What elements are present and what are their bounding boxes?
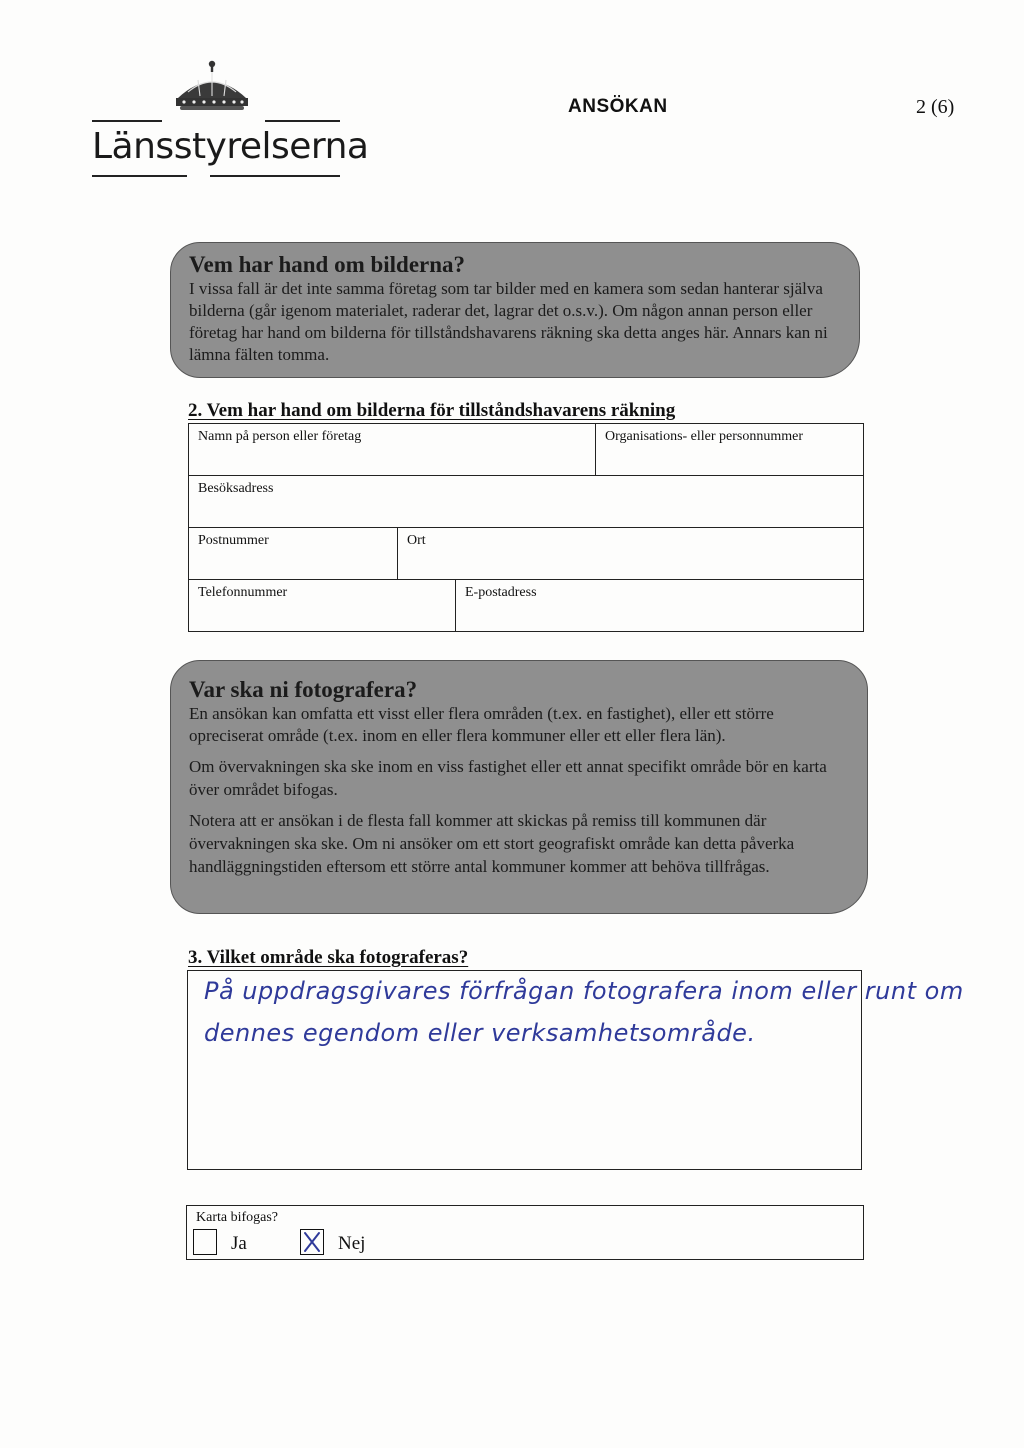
postal-code-field[interactable] (188, 527, 398, 580)
logo-rule-bottom-right (210, 175, 340, 177)
phone-field[interactable] (188, 579, 456, 632)
email-field[interactable] (455, 579, 864, 632)
handwritten-answer-line-2: dennes egendom eller verksamhetsområde. (204, 1019, 756, 1047)
city-field-label: Ort (407, 533, 426, 548)
info-box-photo-location (170, 660, 868, 914)
visiting-address-field[interactable] (188, 475, 864, 528)
org-name: Länsstyrelserna (92, 126, 369, 167)
info-box-title: Var ska ni fotografera? (189, 677, 418, 702)
phone-field-label: Telefonnummer (198, 585, 288, 600)
info-box-para-3: Notera att er ansökan i de flesta fall kommer att skickas på remiss till kommunen där övervakningen ska ske. Om ni ansöker om ett stort geografiskt område kan detta påverka handläggningstiden eftersom ett större antal kommuner kommer att behöva tillfrågas. (189, 811, 795, 876)
yes-checkbox[interactable] (193, 1229, 217, 1255)
logo-rule-top-right (265, 120, 340, 122)
logo-rule-bottom-left (92, 175, 187, 177)
section-2-heading: 2. Vem har hand om bilderna för tillståndshavarens räkning (188, 400, 676, 421)
area-answer-field[interactable] (187, 970, 964, 1170)
info-box-para-1: En ansökan kan omfatta ett visst eller flera områden (t.ex. en fastighet), eller ett större opreciserat område (t.ex. inom en eller flera kommuner eller ett eller flera län). (189, 704, 774, 745)
yes-label: Ja (231, 1233, 247, 1254)
org-number-field[interactable] (595, 423, 864, 476)
city-field[interactable] (397, 527, 864, 580)
info-box-title: Vem har hand om bilderna? (189, 252, 466, 277)
info-box-para-2: Om övervakningen ska ske inom en viss fastighet eller ett annat specifikt område bör en karta över området bifogas. (189, 757, 827, 799)
name-field-label: Namn på person eller företag (198, 429, 362, 444)
info-box-image-handling (170, 242, 860, 378)
checkmark-x-icon (302, 1231, 322, 1253)
postal-code-field-label: Postnummer (198, 533, 269, 548)
handwritten-answer-line-1: På uppdragsgivares förfrågan fotografera inom eller runt om (204, 977, 964, 1005)
org-number-field-label: Organisations- eller personnummer (605, 429, 804, 444)
info-box-body: I vissa fall är det inte samma företag som tar bilder med en kamera som sedan hanterar själva bilderna (går igenom materialet, raderar det, lagrar det o.s.v.). Om någon annan person eller företag har hand om bilderna för tillståndshavarens räkning ska detta anges här. Annars kan ni lämna fälten tomma. (189, 279, 828, 364)
document-title: ANSÖKAN (568, 96, 668, 117)
name-field[interactable] (188, 423, 596, 476)
page-number: 2 (6) (916, 96, 955, 118)
crown-icon (170, 58, 254, 112)
email-field-label: E-postadress (465, 585, 537, 600)
section-3-heading: 3. Vilket område ska fotograferas? (188, 947, 469, 968)
map-attached-question: Karta bifogas? (196, 1210, 279, 1225)
visiting-address-field-label: Besöksadress (198, 481, 274, 496)
no-checkbox[interactable] (300, 1229, 324, 1255)
map-attached-group (186, 1205, 864, 1260)
logo-rule-top-left (92, 120, 162, 122)
no-label: Nej (338, 1233, 366, 1254)
